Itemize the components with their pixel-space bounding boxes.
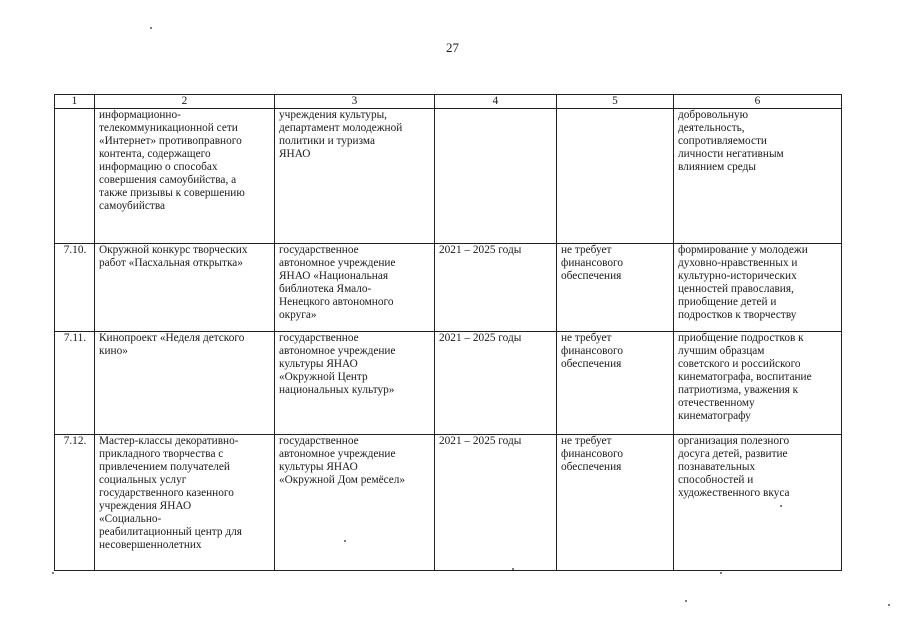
funding-cell: не требует финансового обеспечения [557,244,674,332]
column-header: 4 [435,95,557,109]
row-number-cell: 7.12. [55,435,95,571]
result-cell: приобщение подростков к лучшим образцам советского и российского кинематографа, воспитание патриотизма, уважения к отечественному кинематографу [674,332,842,435]
scan-speck [720,572,722,574]
executor-cell: государственное автономное учреждение культуры ЯНАО «Окружной Центр национальных культур» [275,332,435,435]
executor-cell: государственное автономное учреждение культуры ЯНАО «Окружной Дом ремёсел» [275,435,435,571]
row-number-cell: 7.11. [55,332,95,435]
column-header: 1 [55,95,95,109]
row-number-cell: 7.10. [55,244,95,332]
column-header: 2 [95,95,275,109]
scan-speck [888,604,890,606]
scan-speck [780,505,782,507]
page-number: 27 [446,40,459,55]
measures-table [54,94,842,571]
result-cell: добровольную деятельность, сопротивляемости личности негативным влиянием среды [674,109,842,244]
event-cell: Мастер-классы декоративно- прикладного творчества с привлечением получателей социальных услуг государственного казенного учреждения ЯНАО «Социально- реабилитационный центр для несовершеннолетних [95,435,275,571]
result-cell: формирование у молодежи духовно-нравственных и культурно-исторических ценностей православия, приобщение детей и подростков к творчеству [674,244,842,332]
result-cell: организация полезного досуга детей, развитие познавательных способностей и художественного вкуса [674,435,842,571]
executor-cell: учреждения культуры, департамент молодежной политики и туризма ЯНАО [275,109,435,244]
event-cell: Окружной конкурс творческих работ «Пасхальная открытка» [95,244,275,332]
column-header: 6 [674,95,842,109]
funding-cell: не требует финансового обеспечения [557,332,674,435]
column-header: 5 [557,95,674,109]
row-number-cell [55,109,95,244]
table-row [55,332,842,435]
event-cell: информационно- телекоммуникационной сети «Интернет» противоправного контента, содержащего информацию о способах совершения самоубийства, а также призывы к совершению самоубийства [95,109,275,244]
scan-speck [685,600,687,602]
table-header-row [55,95,842,109]
table-row [55,244,842,332]
period-cell: 2021 – 2025 годы [435,332,557,435]
scan-speck [52,572,54,574]
period-cell: 2021 – 2025 годы [435,244,557,332]
table-row [55,435,842,571]
event-cell: Кинопроект «Неделя детского кино» [95,332,275,435]
funding-cell: не требует финансового обеспечения [557,435,674,571]
scan-speck [344,540,346,542]
funding-cell [557,109,674,244]
executor-cell: государственное автономное учреждение ЯНАО «Национальная библиотека Ямало- Ненецкого автономного округа» [275,244,435,332]
period-cell: 2021 – 2025 годы [435,435,557,571]
column-header: 3 [275,95,435,109]
scan-speck [512,568,514,570]
table-row [55,109,842,244]
scan-speck [150,27,152,29]
period-cell [435,109,557,244]
